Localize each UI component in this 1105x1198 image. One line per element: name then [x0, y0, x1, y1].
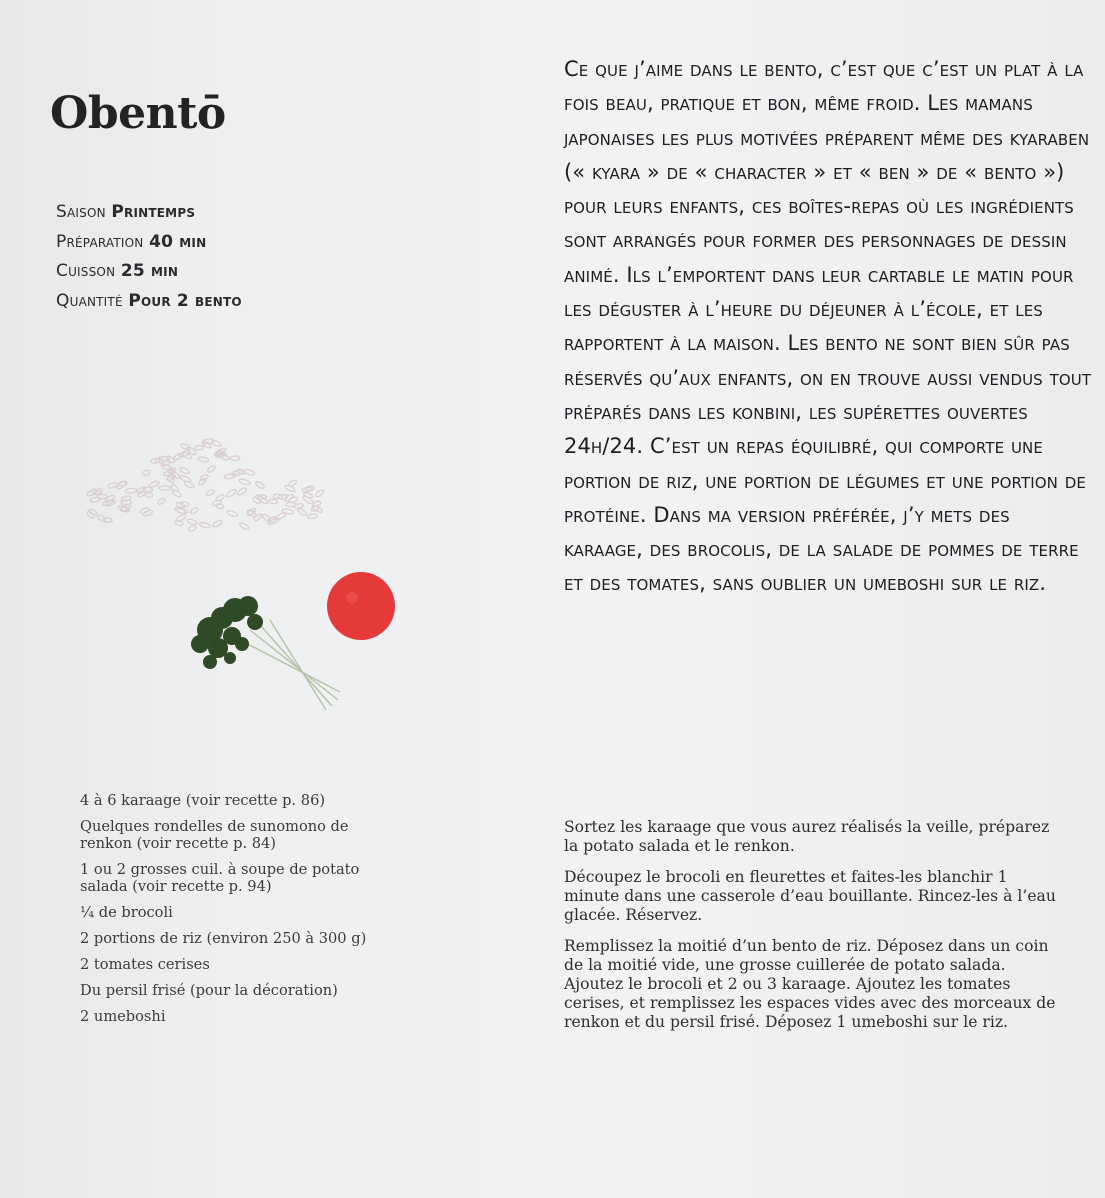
rice-grain	[226, 510, 238, 518]
rice-grain	[190, 506, 199, 514]
rice-grain	[276, 512, 287, 521]
rice-grain	[236, 487, 247, 496]
rice-grain	[170, 484, 179, 493]
ingredients-illustration	[70, 430, 430, 730]
ingredients-list	[80, 792, 380, 1034]
meta-quantity: Quantité Pour 2 bento	[56, 290, 242, 311]
rice-grain	[149, 480, 160, 488]
rice-grain	[145, 493, 153, 498]
rice-grain	[207, 465, 217, 474]
rice-grain	[238, 478, 250, 486]
meta-cooking: Cuisson 25 min	[56, 261, 179, 281]
rice-grain	[142, 509, 153, 516]
rice-grain	[90, 497, 101, 503]
parsley-stem	[270, 620, 326, 710]
meta-season: Saison Printemps	[56, 202, 196, 222]
ingredient-item: ¼ de brocoli	[80, 904, 173, 921]
rice-grain	[205, 489, 215, 497]
ingredient-item: 4 à 6 karaage (voir recette p. 86)	[80, 792, 326, 809]
parsley-leaf	[191, 635, 209, 653]
rice-grain	[269, 499, 278, 504]
rice-grain	[117, 505, 128, 512]
rice-grain	[297, 508, 307, 517]
rice-grain	[307, 514, 317, 520]
step-paragraph: Sortez les karaage que vous aurez réalisés la veille, préparez la potato salada et le renkon.	[564, 818, 1050, 855]
umeboshi-highlight	[346, 592, 358, 604]
recipe-meta	[56, 198, 242, 316]
meta-preparation: Préparation 40 min	[56, 231, 207, 252]
rice-grain	[301, 486, 312, 492]
parsley-leaf	[203, 655, 217, 669]
rice-grain	[239, 522, 250, 531]
rice-grain	[303, 492, 313, 499]
rice-grain	[255, 480, 266, 489]
rice-grain	[125, 488, 137, 494]
rice-grain	[215, 503, 224, 509]
rice-grain	[211, 439, 222, 447]
steps	[564, 818, 1064, 1044]
umeboshi	[327, 572, 395, 640]
parsley-leaf	[247, 614, 263, 630]
rice-grain	[88, 508, 98, 516]
rice-grain	[315, 489, 325, 498]
rice-grain	[253, 513, 262, 522]
parsley-stem	[260, 625, 332, 706]
intro-text: Ce que j’aime dans le bento, c’est que c’est un plat à la fois beau, pratique et bon, même froid. Les mamans japonaises les plus motivées préparent même des kyaraben (« kyara » de « character » et « ben » de « bento ») pour leurs enfants, ces boîtes-repas où les ingrédients sont arrangés pour former des personnages de dessin animé. Ils l’emportent dans leur cartable le matin pour les déguster à l’heure du déjeuner à l’école, et les rapportent à la maison. Les bento ne sont bien sûr pas réservés qu’aux enfants, on en trouve aussi vendus tout préparés dans les konbini, les supérettes ouvertes 24h/24. C’est un repas équilibré, qui comporte une portion de riz, une portion de légumes et une portion de protéine. Dans ma version préférée, j’y mets des karaage, des brocolis, de la salade de pommes de terre et des tomates, sans oublier un umeboshi sur le riz.	[564, 57, 1092, 596]
rice-grain	[197, 456, 209, 462]
rice-grain	[243, 468, 255, 476]
rice-grain	[195, 446, 204, 450]
ingredient-item: Du persil frisé (pour la décoration)	[80, 982, 338, 999]
rice-grain	[142, 470, 151, 476]
rice-grain	[199, 474, 208, 481]
step-paragraph: Remplissez la moitié d’un bento de riz. Déposez dans un coin de la moitié vide, une grosse cuillerée de potato salada. Ajoutez le brocoli et 2 ou 3 karaage. Ajoutez les tomates cerises, et remplissez les espaces vides avec des morceaux de renkon et du persil frisé. Déposez 1 umeboshi sur le riz.	[564, 937, 1056, 1031]
rice-grain	[225, 488, 237, 498]
parsley-leaf	[235, 637, 249, 651]
rice-grain	[179, 467, 190, 475]
rice-grain	[102, 518, 112, 523]
parsley	[191, 596, 340, 710]
rice-grain	[187, 518, 198, 525]
rice-grain	[199, 522, 210, 529]
rice-grain	[212, 519, 223, 528]
ingredient-item: 1 ou 2 grosses cuil. à soupe de potato salada (voir recette p. 94)	[80, 861, 360, 895]
parsley-leaf	[224, 652, 236, 664]
rice-grain	[171, 489, 182, 498]
rice-grains	[86, 438, 325, 532]
rice-grain	[157, 497, 166, 505]
rice-grain	[179, 475, 191, 484]
ingredient-item: 2 portions de riz (environ 250 à 300 g)	[80, 930, 367, 947]
parsley-leaf	[238, 596, 258, 616]
rice-grain	[187, 525, 196, 533]
step-paragraph: Découpez le brocoli en fleurettes et faites-les blanchir 1 minute dans une casserole d’eau bouillante. Rincez-les à l’eau glacée. Réservez.	[564, 868, 1056, 924]
rice-grain	[282, 508, 294, 515]
rice-grain	[230, 456, 240, 461]
rice-grain	[159, 486, 171, 490]
ingredient-item: Quelques rondelles de sunomono de renkon (voir recette p. 84)	[80, 818, 349, 852]
parsley-stem	[240, 640, 340, 692]
ingredient-item: 2 umeboshi	[80, 1008, 166, 1025]
rice-grain	[176, 513, 187, 522]
parsley-stem	[250, 630, 338, 700]
rice-grain	[86, 489, 97, 497]
rice-grain	[215, 494, 225, 502]
rice-grain	[246, 507, 257, 516]
rice-grain	[310, 505, 319, 512]
rice-grain	[173, 452, 184, 461]
rice-grain	[288, 479, 297, 487]
rice-grain	[180, 443, 191, 451]
recipe-title: Obentō	[50, 88, 226, 139]
ingredient-item: 2 tomates cerises	[80, 956, 210, 973]
